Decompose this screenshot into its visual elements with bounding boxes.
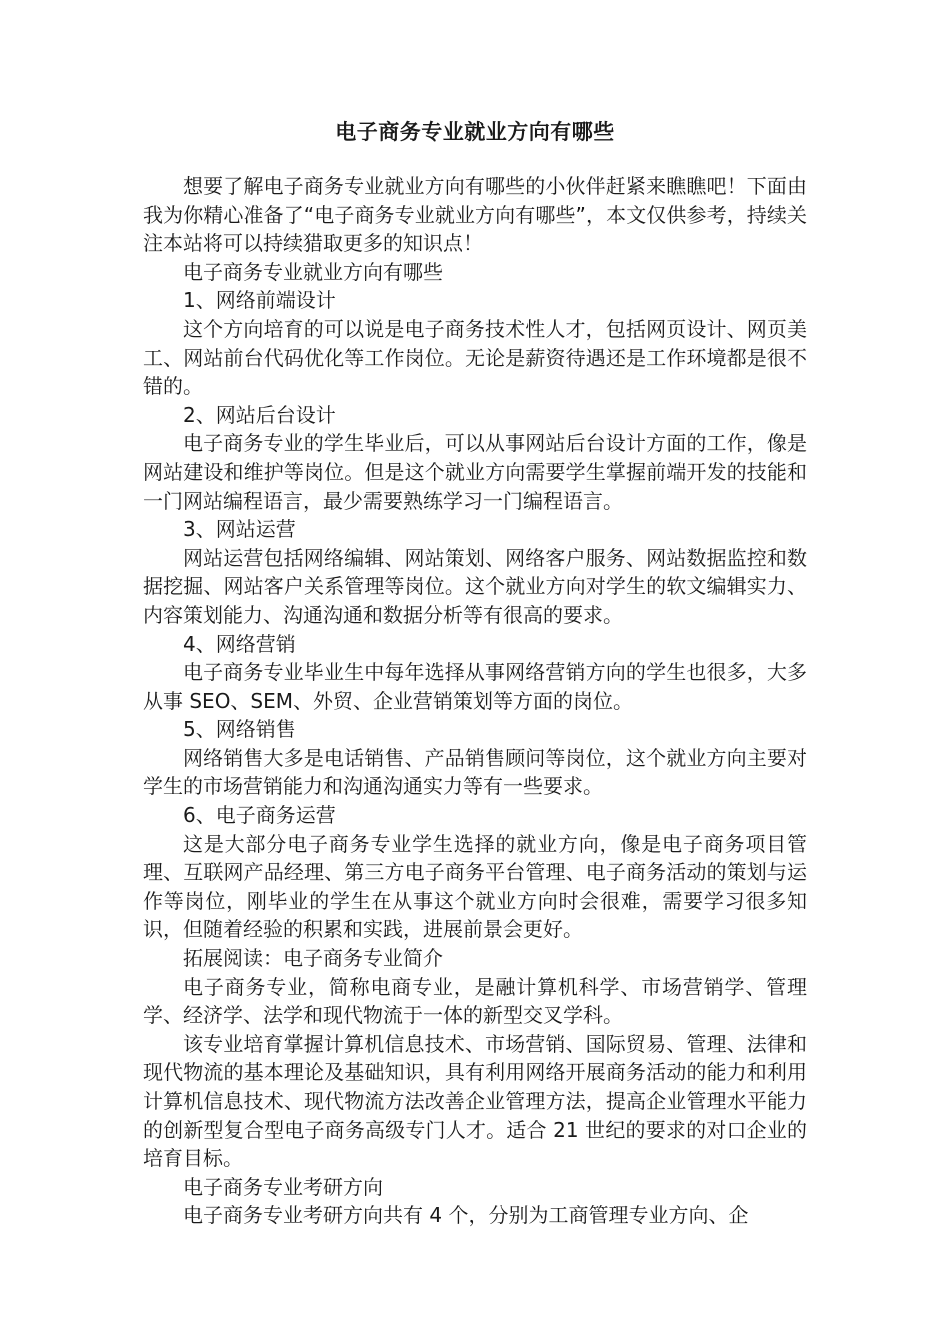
section-heading: 拓展阅读：电子商务专业简介: [183, 946, 443, 971]
paragraph: 想要了解电子商务专业就业方向有哪些的小伙伴赶紧来瞧瞧吧！下面由我为你精心准备了“电子商务专业就业方向有哪些”，本文仅供参考，持续关注本站将可以持续猎取更多的知识点！: [143, 174, 807, 256]
section-heading: 电子商务专业考研方向: [183, 1174, 383, 1199]
paragraph: 电子商务专业考研方向共有 4 个，分别为工商管理专业方向、企: [183, 1203, 749, 1228]
section-heading: 电子商务专业就业方向有哪些: [183, 259, 443, 284]
paragraph: 这是大部分电子商务专业学生选择的就业方向，像是电子商务项目管理、互联网产品经理、第三方电子商务平台管理、电子商务活动的策划与运作等岗位，刚毕业的学生在从事这个就业方向时会很难，需要学习很多知识，但随着经验的积累和实践，进展前景会更好。: [143, 831, 807, 942]
paragraph: 该专业培育掌握计算机信息技术、市场营销、国际贸易、管理、法律和现代物流的基本理论及基础知识，具有利用网络开展商务活动的能力和利用计算机信息技术、现代物流方法改善企业管理方法，提高企业管理水平能力的创新型复合型电子商务高级专门人才。适合 21 世纪的要求的对口企业的培育目标。: [143, 1031, 807, 1171]
list-item-heading: 1、网络前端设计: [183, 288, 336, 313]
list-item-heading: 5、网络销售: [183, 717, 296, 742]
list-item-heading: 6、电子商务运营: [183, 803, 336, 828]
list-item-heading: 4、网络营销: [183, 631, 296, 656]
paragraph: 网络销售大多是电话销售、产品销售顾问等岗位，这个就业方向主要对学生的市场营销能力和沟通沟通实力等有一些要求。: [143, 745, 807, 799]
paragraph: 这个方向培育的可以说是电子商务技术性人才，包括网页设计、网页美工、网站前台代码优化等工作岗位。无论是薪资待遇还是工作环境都是很不错的。: [143, 316, 807, 399]
paragraph: 网站运营包括网络编辑、网站策划、网络客户服务、网站数据监控和数据挖掘、网站客户关系管理等岗位。这个就业方向对学生的软文编辑实力、内容策划能力、沟通沟通和数据分析等有很高的要求。: [143, 545, 807, 627]
paragraph: 电子商务专业的学生毕业后，可以从事网站后台设计方面的工作，像是网站建设和维护等岗位。但是这个就业方向需要学生掌握前端开发的技能和一门网站编程语言，最少需要熟练学习一门编程语言。: [143, 431, 807, 513]
list-item-heading: 2、网站后台设计: [183, 402, 336, 427]
paragraph: 电子商务专业，简称电商专业，是融计算机科学、市场营销学、管理学、经济学、法学和现代物流于一体的新型交叉学科。: [143, 974, 807, 1028]
list-item-heading: 3、网站运营: [183, 517, 296, 542]
document-body: [143, 172, 807, 1230]
document-page: [143, 112, 807, 1230]
paragraph: 电子商务专业毕业生中每年选择从事网络营销方向的学生也很多，大多从事 SEO、SEM、外贸、企业营销策划等方面的岗位。: [143, 660, 807, 713]
document-title: 电子商务专业就业方向有哪些: [335, 120, 615, 144]
